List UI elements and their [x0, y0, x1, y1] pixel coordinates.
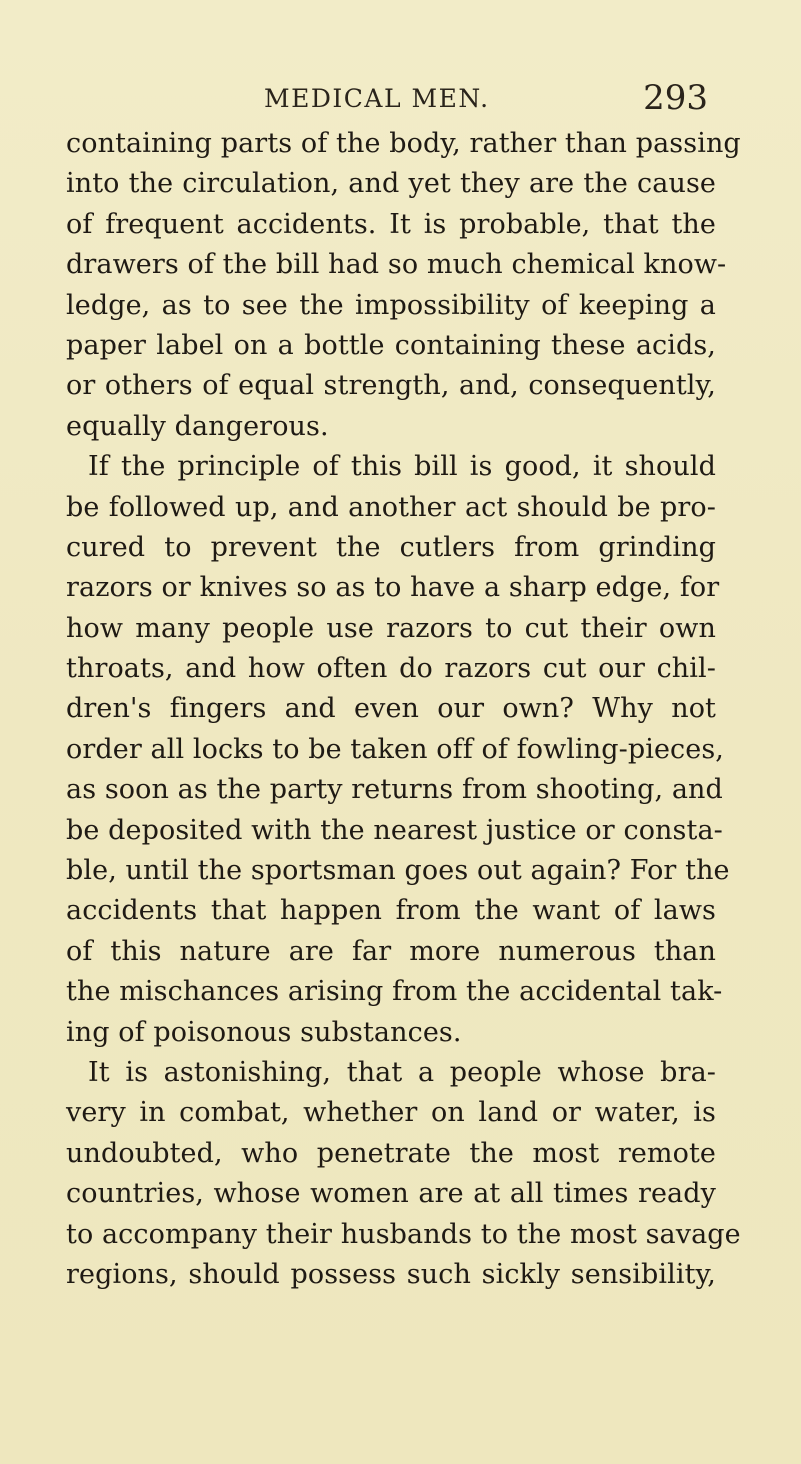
text-line: cured to prevent the cutlers from grinding — [66, 531, 716, 563]
text-line: to accompany their husbands to the most savage — [66, 1218, 741, 1250]
text-line: containing parts of the body, rather than passing — [66, 128, 741, 159]
body-text — [66, 124, 741, 1295]
text-line: of frequent accidents. It is probable, that the — [66, 208, 716, 240]
running-title: MEDICAL MEN. — [264, 84, 490, 113]
text-line: undoubted, who penetrate the most remote — [66, 1137, 716, 1169]
text-line: It is astonishing, that a people whose bra- — [88, 1056, 716, 1088]
text-line: ing of poisonous substances. — [66, 1016, 462, 1048]
text-line: of this nature are far more numerous than — [66, 935, 716, 967]
text-line: ble, until the sportsman goes out again? For the — [66, 855, 730, 887]
text-line: ledge, as to see the impossibility of keeping a — [66, 289, 716, 321]
text-line: dren's fingers and even our own? Why not — [66, 693, 716, 725]
text-line: razors or knives so as to have a sharp edge, for — [66, 572, 720, 604]
text-line: countries, whose women are at all times ready — [66, 1178, 716, 1210]
text-line: be followed up, and another act should be pro- — [66, 491, 716, 523]
text-line: equally dangerous. — [66, 410, 329, 442]
text-line: drawers of the bill had so much chemical know- — [66, 249, 727, 281]
text-line: be deposited with the nearest justice or consta- — [66, 814, 723, 846]
text-line: throats, and how often do razors cut our chil- — [66, 653, 716, 685]
text-line: as soon as the party returns from shooting, and — [66, 774, 723, 806]
text-line: order all locks to be taken off of fowling-pieces, — [66, 733, 724, 765]
text-line: If the principle of this bill is good, it should — [88, 451, 716, 483]
text-line: accidents that happen from the want of laws — [66, 895, 716, 927]
text-line: or others of equal strength, and, consequently, — [66, 370, 716, 402]
text-line: very in combat, whether on land or water, is — [66, 1097, 716, 1129]
text-line: regions, should possess such sickly sensibility, — [66, 1258, 716, 1290]
text-line: the mischances arising from the accidental tak- — [66, 976, 723, 1008]
running-head — [264, 78, 708, 124]
text-line: how many people use razors to cut their own — [66, 612, 716, 644]
text-line: paper label on a bottle containing these acids, — [66, 329, 716, 361]
page-number: 293 — [643, 78, 708, 118]
text-line: into the circulation, and yet they are the cause — [66, 168, 716, 200]
